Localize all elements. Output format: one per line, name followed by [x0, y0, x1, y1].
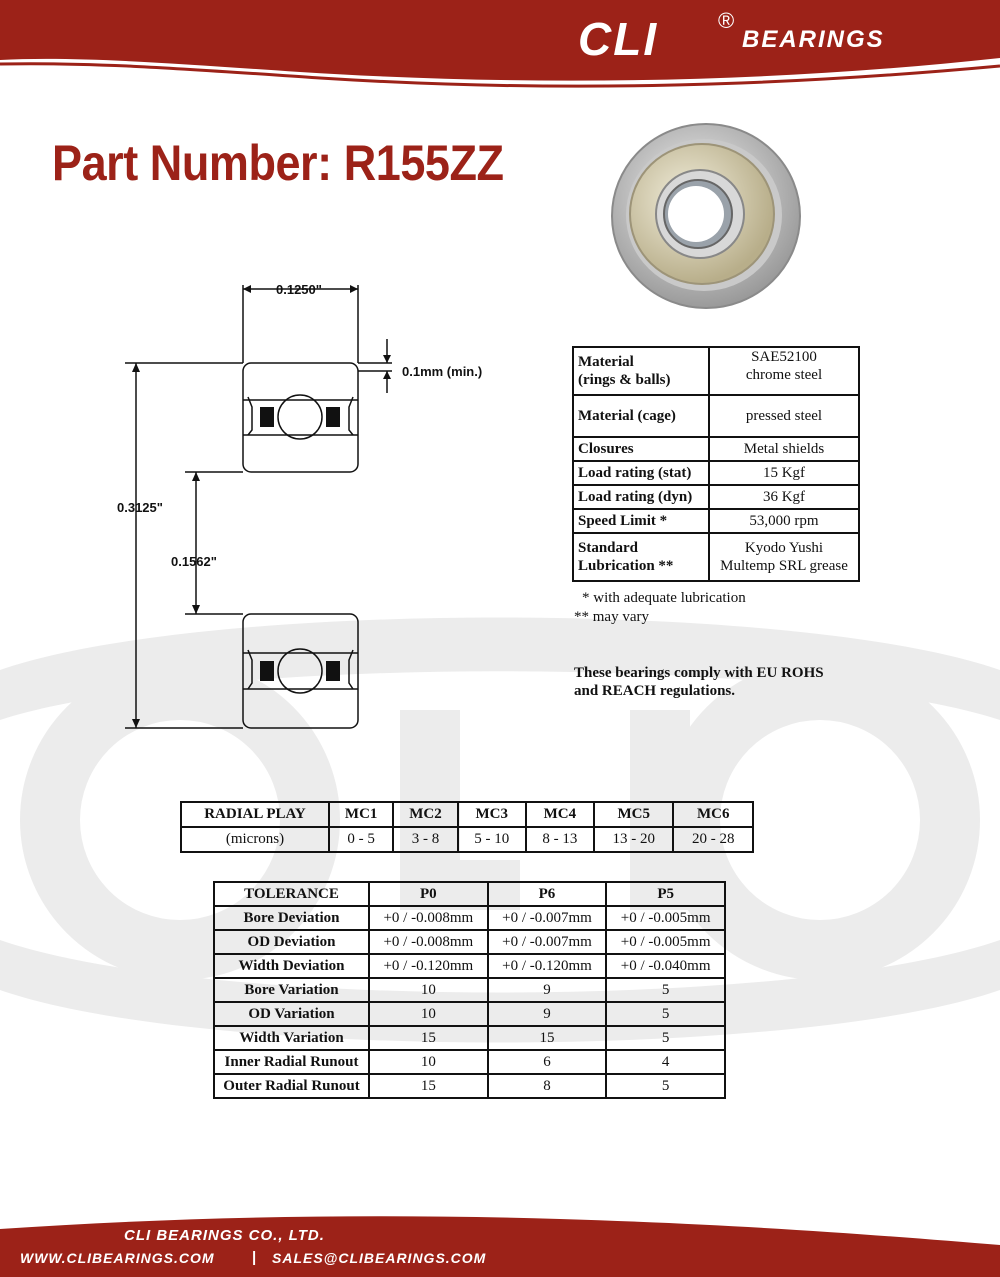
tolerance-row [214, 1074, 725, 1098]
spec-value: Metal shields [709, 437, 859, 461]
tolerance-cell: +0 / -0.007mm [488, 906, 607, 930]
tolerance-cell: Inner Radial Runout [214, 1050, 369, 1074]
footer-separator: | [252, 1249, 257, 1266]
tolerance-cell: 15 [488, 1026, 607, 1050]
bearing-photo [604, 118, 804, 318]
tolerance-cell: 5 [606, 978, 725, 1002]
spec-key: Load rating (stat) [573, 461, 709, 485]
tolerance-header: P5 [606, 882, 725, 906]
radial-play-header-row [181, 802, 753, 827]
spec-row [573, 437, 859, 461]
tolerance-cell: +0 / -0.005mm [606, 930, 725, 954]
spec-value: 15 Kgf [709, 461, 859, 485]
radial-play-value: 13 - 20 [594, 827, 674, 852]
radial-play-value: 0 - 5 [329, 827, 393, 852]
tolerance-header: P6 [488, 882, 607, 906]
tolerance-row [214, 978, 725, 1002]
tolerance-cell: +0 / -0.120mm [369, 954, 488, 978]
tolerance-cell: +0 / -0.005mm [606, 906, 725, 930]
spec-key: Load rating (dyn) [573, 485, 709, 509]
spec-value: 36 Kgf [709, 485, 859, 509]
tolerance-row [214, 1050, 725, 1074]
note-lubrication: * with adequate lubrication [582, 590, 746, 606]
radial-play-value: (microns) [181, 827, 329, 852]
tolerance-cell: Width Variation [214, 1026, 369, 1050]
tolerance-cell: OD Variation [214, 1002, 369, 1026]
tolerance-header: P0 [369, 882, 488, 906]
page-title: Part Number: R155ZZ [52, 135, 504, 191]
bearing-drawing [100, 275, 520, 745]
compliance-text: These bearings comply with EU ROHS and REACH regulations. [574, 665, 824, 699]
spec-row [573, 395, 859, 437]
radial-play-header: MC3 [458, 802, 526, 827]
radial-play-value: 3 - 8 [393, 827, 457, 852]
logo-cli: CLI [578, 13, 659, 65]
tolerance-cell: 10 [369, 1002, 488, 1026]
footer-email[interactable]: SALES@CLIBEARINGS.COM [272, 1250, 487, 1266]
dimension-width-label: 0.1250" [276, 282, 322, 297]
logo-registered: ® [718, 8, 735, 33]
spec-row [573, 461, 859, 485]
tolerance-header-row [214, 882, 725, 906]
footer-website[interactable]: WWW.CLIBEARINGS.COM [20, 1250, 215, 1266]
tolerance-cell: 10 [369, 1050, 488, 1074]
spec-key: Material (cage) [573, 395, 709, 437]
tolerance-table [213, 881, 726, 1099]
spec-value: 53,000 rpm [709, 509, 859, 533]
spec-row [573, 533, 859, 581]
tolerance-cell: OD Deviation [214, 930, 369, 954]
radial-play-header: RADIAL PLAY [181, 802, 329, 827]
tolerance-row [214, 906, 725, 930]
tolerance-cell: Bore Variation [214, 978, 369, 1002]
spec-key: Material (rings & balls) [573, 347, 709, 395]
radial-play-table [180, 801, 754, 853]
radial-play-value: 8 - 13 [526, 827, 594, 852]
tolerance-cell: 9 [488, 1002, 607, 1026]
tolerance-row [214, 1002, 725, 1026]
tolerance-row [214, 954, 725, 978]
tolerance-row [214, 930, 725, 954]
logo-bearings: BEARINGS [742, 26, 885, 53]
spec-row [573, 485, 859, 509]
tolerance-cell: 5 [606, 1026, 725, 1050]
spec-value: pressed steel [709, 395, 859, 437]
tolerance-cell: 8 [488, 1074, 607, 1098]
tolerance-cell: 15 [369, 1026, 488, 1050]
dimension-chamfer-label: 0.1mm (min.) [402, 364, 483, 379]
tolerance-cell: 9 [488, 978, 607, 1002]
tolerance-cell: +0 / -0.120mm [488, 954, 607, 978]
spec-key: Speed Limit * [573, 509, 709, 533]
tolerance-cell: Bore Deviation [214, 906, 369, 930]
spec-key: Standard Lubrication ** [573, 533, 709, 581]
radial-play-value-row [181, 827, 753, 852]
tolerance-cell: 5 [606, 1074, 725, 1098]
radial-play-header: MC5 [594, 802, 674, 827]
spec-row [573, 347, 859, 395]
tolerance-cell: 6 [488, 1050, 607, 1074]
radial-play-header: MC4 [526, 802, 594, 827]
footer-company: CLI BEARINGS CO., LTD. [124, 1227, 325, 1244]
tolerance-row [214, 1026, 725, 1050]
tolerance-header: TOLERANCE [214, 882, 369, 906]
spec-value: SAE52100 chrome steel [709, 347, 859, 395]
tolerance-cell: 15 [369, 1074, 488, 1098]
spec-row [573, 509, 859, 533]
note-may-vary: ** may vary [574, 609, 649, 625]
tolerance-cell: +0 / -0.007mm [488, 930, 607, 954]
tolerance-cell: +0 / -0.040mm [606, 954, 725, 978]
radial-play-value: 5 - 10 [458, 827, 526, 852]
radial-play-header: MC1 [329, 802, 393, 827]
dimension-od-label: 0.3125" [117, 500, 163, 515]
tolerance-cell: 10 [369, 978, 488, 1002]
dimension-bore-label: 0.1562" [171, 554, 217, 569]
radial-play-header: MC2 [393, 802, 457, 827]
tolerance-cell: +0 / -0.008mm [369, 906, 488, 930]
spec-key: Closures [573, 437, 709, 461]
tolerance-cell: Outer Radial Runout [214, 1074, 369, 1098]
tolerance-cell: 4 [606, 1050, 725, 1074]
tolerance-cell: 5 [606, 1002, 725, 1026]
spec-value: Kyodo Yushi Multemp SRL grease [709, 533, 859, 581]
tolerance-cell: Width Deviation [214, 954, 369, 978]
radial-play-header: MC6 [673, 802, 753, 827]
tolerance-cell: +0 / -0.008mm [369, 930, 488, 954]
spec-table [572, 346, 860, 582]
radial-play-value: 20 - 28 [673, 827, 753, 852]
